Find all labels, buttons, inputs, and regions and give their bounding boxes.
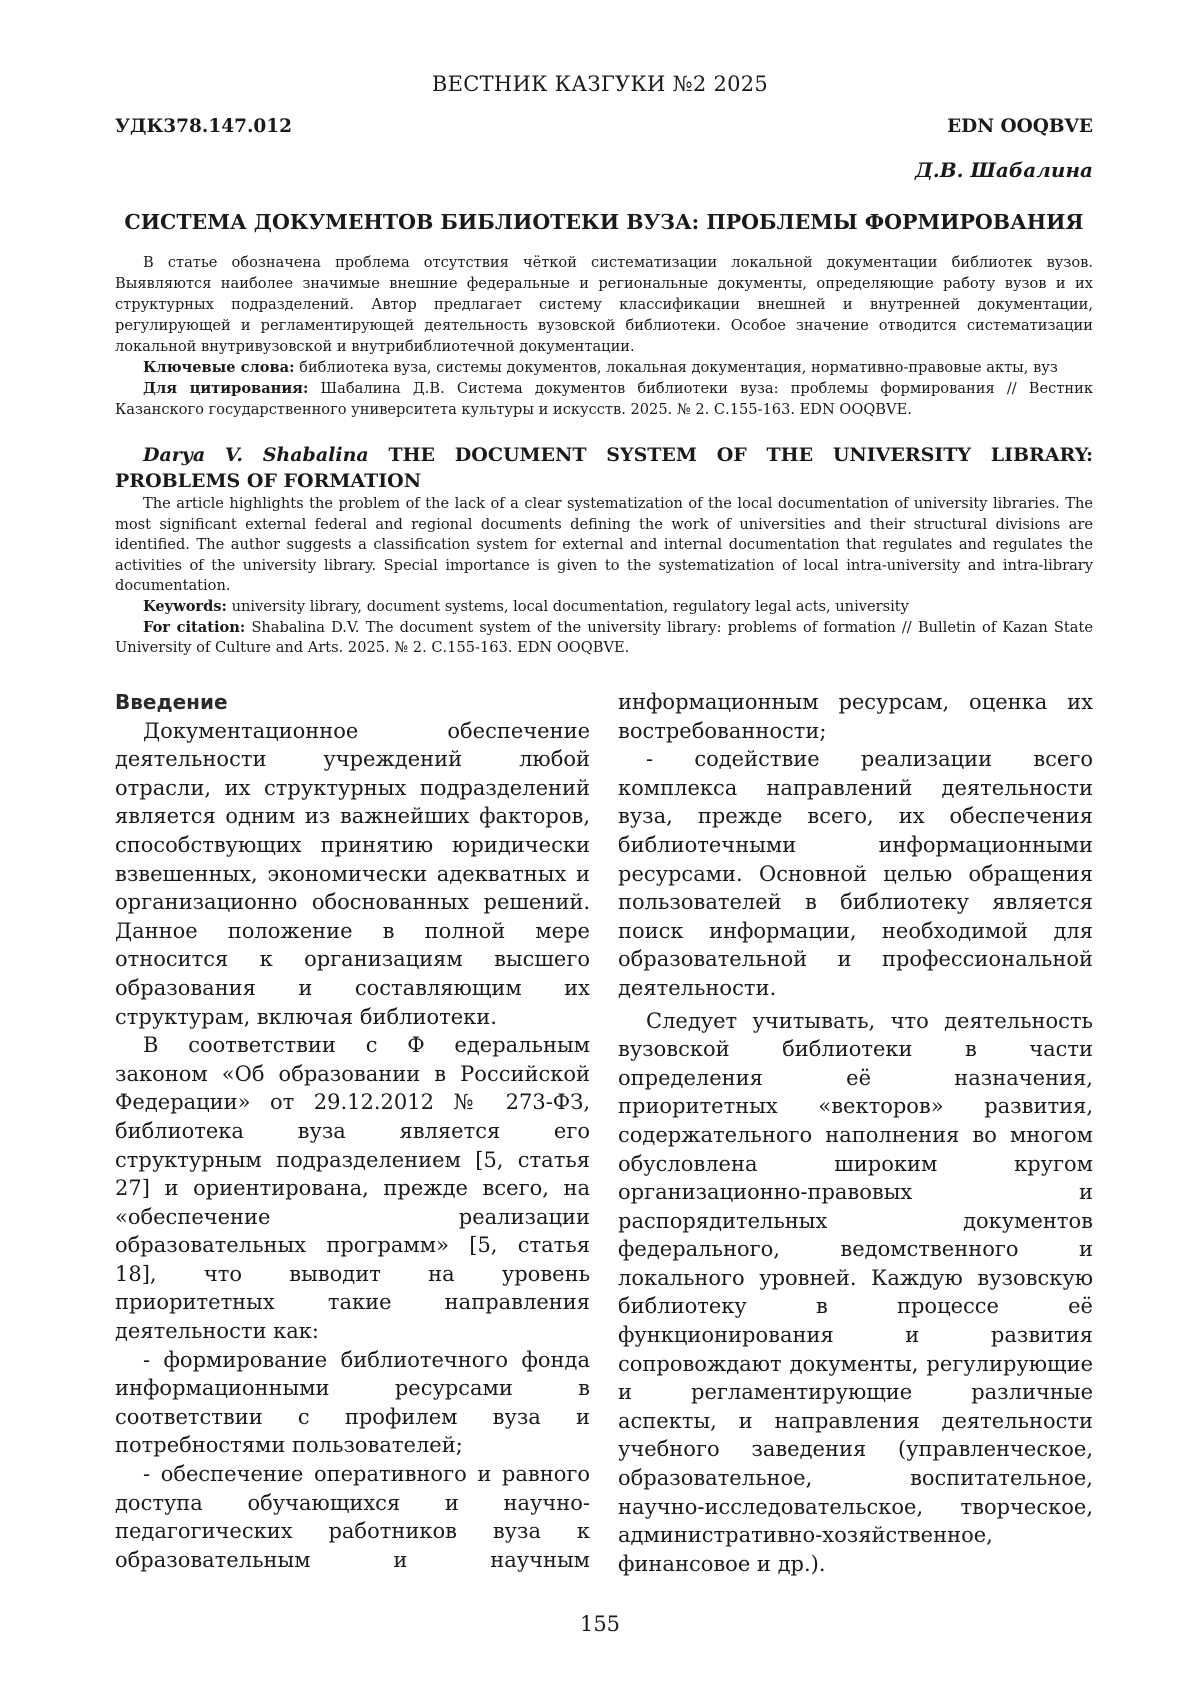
- keywords-en-label: Keywords:: [143, 597, 227, 615]
- body-paragraph: информационным ресурсам, оценка их востребованности;: [618, 690, 1093, 743]
- english-author: Darya V. Shabalina: [143, 444, 369, 466]
- page-number: 155: [579, 1612, 621, 1636]
- keywords-en-text: university library, document systems, local documentation, regulatory legal acts, university: [231, 597, 909, 615]
- citation-ru-text: Шабалина Д.В. Система документов библиотеки вуза: проблемы формирования // Вестник Казанского государственного университета культуры и искусств. 2025. № 2. С.155-163. EDN OOQBVE.: [115, 380, 1093, 418]
- keywords-ru-text: библиотека вуза, системы документов, локальная документация, нормативно-правовые акты, вуз: [299, 359, 1058, 376]
- abstract-en-text: The article highlights the problem of the lack of a clear systematization of the local documentation of university libraries. The most significant external federal and regional documents defining the work of universities and their structural divisions are identified. The author suggests a classification system for external and internal documentation that regulates and regulates the activities of the university library. Special importance is given to the systematization of local intra-university and intra-library documentation.: [115, 495, 1093, 595]
- meta-row: [115, 116, 1093, 137]
- body-paragraph: Документационное обеспечение деятельности учреждений любой отрасли, их структурных подразделений является одним из важнейших факторов, способствующих принятию юридически взвешенных, экономически адекватных и организационно обоснованных решений. Данное положение в полной мере относится к организациям высшего образования и составляющим их структурам, включая библиотеки.: [115, 718, 590, 1029]
- body-right-column: [618, 688, 1093, 1578]
- body-paragraph: - содействие реализации всего комплекса направлений деятельности вуза, прежде всего, их обеспечения библиотечными информационными ресурсами. Основной целью обращения пользователей в библиотеку является поиск информации, необходимой для образовательной и профессиональной деятельности.: [618, 747, 1093, 1000]
- citation-ru: [115, 378, 1093, 420]
- keywords-ru-label: Ключевые слова:: [143, 359, 295, 376]
- citation-en-text: Shabalina D.V. The document system of the university library: problems of formation // Bulletin of Kazan State University of Culture and Arts. 2025. № 2. С.155-163. EDN OOQBVE.: [115, 618, 1093, 657]
- abstract-ru-text: В статье обозначена проблема отсутствия чёткой систематизации локальной документации библиотек вузов. Выявляются наиболее значимые внешние федеральные и региональные документы, определяющие работу вузов и их структурных подразделений. Автор предлагает систему классификации внешней и внутренней документации, регулирующей и регламентирующей деятельность вузовской библиотеки. Особое значение отводится систематизации локальной внутривузовской и внутрибиблиотечной документации.: [115, 254, 1093, 355]
- author-name: Д.В. Шабалина: [914, 158, 1093, 182]
- article-title: СИСТЕМА ДОКУМЕНТОВ БИБЛИОТЕКИ ВУЗА: ПРОБЛЕМЫ ФОРМИРОВАНИЯ: [124, 210, 1084, 234]
- citation-en: [115, 618, 1093, 659]
- body-paragraph: - обеспечение оперативного и равного доступа обучающихся и научно-педагогических работников вуза к образовательным и научным: [115, 1462, 590, 1572]
- abstract-en: [115, 494, 1093, 659]
- body-left-column: [115, 688, 590, 1574]
- abstract-ru: [115, 252, 1093, 420]
- english-title-block: [115, 442, 1093, 494]
- edn-code: EDN OOQBVE: [947, 116, 1093, 137]
- keywords-en: [115, 597, 1093, 618]
- body-paragraph: Следует учитывать, что деятельность вузовской библиотеки в части определения её назначения, приоритетных «векторов» развития, содержательного наполнения во многом обусловлена широким кругом организационно-правовых и распорядительных документов федерального, ведомственного и локального уровней. Каждую вузовскую библиотеку в процессе её функционирования и развития сопровождают документы, регулирующие и регламентирующие различные аспекты, и направления деятельности учебного заведения (управленческое, образовательное, воспитательное, научно-исследовательское, творческое, административно-хозяйственное, финансовое и др.).: [618, 1008, 1093, 1576]
- english-title: THE DOCUMENT SYSTEM OF THE UNIVERSITY LIBRARY: PROBLEMS OF FORMATION: [115, 444, 1093, 492]
- section-heading: Введение: [115, 690, 228, 714]
- journal-header: ВЕСТНИК КАЗГУКИ №2 2025: [431, 72, 769, 96]
- keywords-ru: [115, 357, 1093, 378]
- body-paragraph: В соответствии с Ф едеральным законом «Об образовании в Российской Федерации» от 29.12.2012 № 273-ФЗ, библиотека вуза является его структурным подразделением [5, статья 27] и ориентирована, прежде всего, на «обеспечение реализации образовательных программ» [5, статья 18], что выводит на уровень приоритетных такие направления деятельности как:: [115, 1033, 590, 1344]
- citation-en-label: For citation:: [143, 618, 246, 636]
- citation-ru-label: Для цитирования:: [143, 380, 309, 397]
- udk-code: УДК378.147.012: [115, 116, 293, 137]
- body-paragraph: - формирование библиотечного фонда информационными ресурсами в соответствии с профилем вуза и потребностями пользователей;: [115, 1347, 590, 1458]
